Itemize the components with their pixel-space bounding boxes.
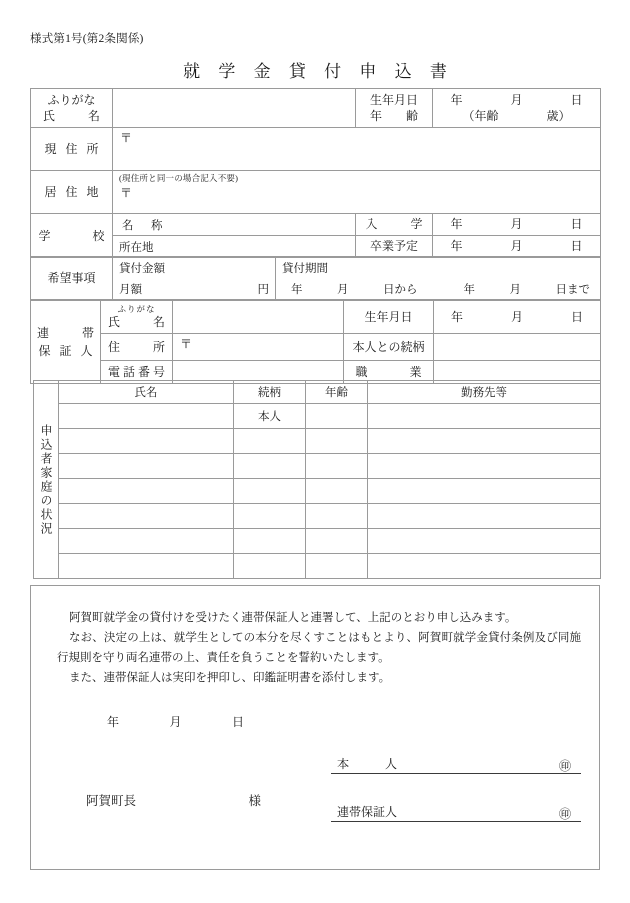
request-table <box>30 256 601 300</box>
family-header-row <box>34 381 601 404</box>
furigana-label: ふりがな <box>47 92 96 107</box>
family-cell-workplace[interactable] <box>368 504 601 529</box>
current-address-field[interactable] <box>113 128 601 171</box>
school-location-label: 所在地 <box>119 241 154 254</box>
family-cell-workplace[interactable] <box>368 454 601 479</box>
page-title: 就 学 金 貸 付 申 込 書 <box>183 62 454 81</box>
postal-mark-icon: 〒 <box>120 186 133 201</box>
guarantor-name-value <box>173 315 343 319</box>
age-label: 年 齢 <box>369 109 418 123</box>
guarantor-occupation-value <box>434 370 600 374</box>
guarantor-label-cell <box>31 301 101 384</box>
table-row <box>34 554 601 579</box>
residence-label-cell <box>31 171 113 214</box>
name-label: 氏 名 <box>42 109 103 123</box>
period-field[interactable] <box>276 278 601 300</box>
entrance-field[interactable] <box>433 214 601 236</box>
request-header-row <box>31 257 601 279</box>
period-label: 貸付期間 <box>282 262 328 275</box>
graduation-value: 年 月 日 <box>450 239 583 254</box>
school-name-cell[interactable] <box>113 214 356 236</box>
family-section-label-cell <box>34 381 59 579</box>
declaration-date-line[interactable]: 年 月 日 <box>107 714 245 729</box>
family-cell-age[interactable] <box>306 479 368 504</box>
family-cell-name[interactable] <box>59 404 234 429</box>
family-col-workplace: 勤務先等 <box>368 381 601 404</box>
guarantor-label-line1: 連 帯 <box>36 326 97 340</box>
guarantor-furigana-label: ふりがな <box>117 303 156 314</box>
guarantor-name-field[interactable] <box>173 301 344 334</box>
declaration-box <box>30 585 600 870</box>
table-row <box>34 504 601 529</box>
monthly-amount-field[interactable] <box>113 278 276 300</box>
family-cell-age[interactable] <box>306 404 368 429</box>
table-row <box>34 529 601 554</box>
guarantor-table <box>30 300 601 384</box>
birth-age-field[interactable] <box>433 89 601 128</box>
applicant-name-row <box>31 89 601 128</box>
signature-guarantor-row[interactable] <box>331 800 581 822</box>
form-code: 様式第1号(第2条関係) <box>30 33 144 45</box>
guarantor-relation-label: 本人との続柄 <box>352 339 425 354</box>
family-cell-relation[interactable]: 本人 <box>234 404 306 429</box>
amount-label-cell <box>113 257 276 279</box>
age-value: （年齢 歳） <box>462 109 571 123</box>
family-cell-relation[interactable] <box>234 529 306 554</box>
family-cell-workplace[interactable] <box>368 404 601 429</box>
declaration-text-2: なお、決定の上は、就学生としての本分を尽くすことはもとより、阿賀町就学金貸付条例及び同施行規則を守り両名連帯の上、責任を負うことを誓約いたします。 <box>57 632 581 665</box>
graduation-label-cell <box>356 236 433 258</box>
family-cell-age[interactable] <box>306 504 368 529</box>
family-cell-workplace[interactable] <box>368 529 601 554</box>
family-cell-age[interactable] <box>306 454 368 479</box>
family-cell-name[interactable] <box>59 554 234 579</box>
table-row <box>34 429 601 454</box>
seal-icon: ㊞ <box>558 758 571 773</box>
birthdate-label: 生年月日 <box>369 92 418 107</box>
table-row <box>34 404 601 429</box>
residence-label: 居 住 地 <box>44 185 102 199</box>
family-cell-age[interactable] <box>306 429 368 454</box>
guarantor-phone-value <box>173 370 343 374</box>
guarantor-address-label: 住 所 <box>107 339 168 354</box>
graduation-label: 卒業予定 <box>369 239 418 254</box>
guarantor-address-label-cell <box>101 334 173 361</box>
period-value: 年 月 日から 年 月 日まで <box>291 283 590 296</box>
school-location-row <box>31 236 601 258</box>
guarantor-phone-label: 電話番号 <box>107 364 168 379</box>
declaration-text-1: 阿賀町就学金の貸付けを受けたく連帯保証人と連署して、上記のとおり申し込みます。 <box>69 612 517 624</box>
family-col-age: 年齢 <box>306 381 368 404</box>
guarantor-occupation-label: 職 業 <box>355 364 428 379</box>
applicant-table <box>30 88 601 214</box>
family-section-label: 申込者家庭の状況 <box>39 423 53 536</box>
guarantor-label-line2: 保 証 人 <box>38 344 96 358</box>
school-location-cell[interactable] <box>113 236 356 258</box>
family-table <box>33 380 601 579</box>
family-cell-name[interactable] <box>59 454 234 479</box>
signature-guarantor-label: 連帯保証人 <box>337 804 398 819</box>
guarantor-name-label-cell <box>101 301 173 334</box>
family-cell-workplace[interactable] <box>368 429 601 454</box>
applicant-name-label-cell <box>31 89 113 128</box>
table-row <box>34 479 601 504</box>
table-row <box>34 454 601 479</box>
school-name-row <box>31 214 601 236</box>
family-cell-relation[interactable] <box>234 429 306 454</box>
monthly-label: 月額 <box>119 283 142 296</box>
birth-age-label-cell <box>356 89 433 128</box>
applicant-name-field[interactable] <box>113 89 356 128</box>
family-col-name: 氏名 <box>59 381 234 404</box>
guarantor-name-row <box>31 301 601 334</box>
school-label-cell <box>31 214 113 258</box>
family-cell-workplace[interactable] <box>368 479 601 504</box>
guarantor-address-row <box>31 334 601 361</box>
family-col-relation: 続柄 <box>234 381 306 404</box>
entrance-label-cell <box>356 214 433 236</box>
declaration-text-3: また、連帯保証人は実印を押印し、印鑑証明書を添付します。 <box>69 672 391 685</box>
postal-mark-icon: 〒 <box>180 337 193 351</box>
request-label: 希望事項 <box>47 271 96 285</box>
guarantor-birth-label: 生年月日 <box>364 309 413 324</box>
entrance-label: 入 学 <box>365 217 426 232</box>
family-cell-workplace[interactable] <box>368 554 601 579</box>
family-cell-name[interactable] <box>59 429 234 454</box>
current-address-value <box>113 146 600 150</box>
residence-field[interactable] <box>113 171 601 214</box>
family-cell-relation[interactable] <box>234 479 306 504</box>
family-cell-name[interactable] <box>59 504 234 529</box>
entrance-value: 年 月 日 <box>450 217 583 232</box>
graduation-field[interactable] <box>433 236 601 258</box>
residence-row <box>31 171 601 214</box>
school-name-label: 名 称 <box>122 219 166 232</box>
school-label: 学 校 <box>38 228 111 243</box>
family-cell-name[interactable] <box>59 529 234 554</box>
amount-label: 貸付金額 <box>119 262 165 275</box>
seal-icon: ㊞ <box>558 806 571 821</box>
family-cell-age[interactable] <box>306 554 368 579</box>
guarantor-name-label: 氏 名 <box>107 315 168 330</box>
applicant-name-value <box>113 106 355 110</box>
guarantor-birth-value: 年 月 日 <box>450 309 583 324</box>
guarantor-relation-field[interactable] <box>434 334 601 361</box>
current-address-label: 現 住 所 <box>44 142 102 156</box>
school-table <box>30 213 601 258</box>
period-label-cell <box>276 257 601 279</box>
residence-note: (現住所と同一の場合記入不要) <box>119 173 239 183</box>
addressee: 阿賀町長 様 <box>86 794 262 808</box>
currency-label: 円 <box>257 283 269 296</box>
guarantor-address-field[interactable] <box>173 334 344 361</box>
guarantor-birth-field[interactable] <box>434 301 601 334</box>
family-cell-relation[interactable] <box>234 454 306 479</box>
postal-mark-icon: 〒 <box>120 131 133 145</box>
current-address-label-cell <box>31 128 113 171</box>
signature-applicant-row[interactable] <box>331 752 581 774</box>
family-cell-relation[interactable] <box>234 554 306 579</box>
family-cell-age[interactable] <box>306 529 368 554</box>
current-address-row <box>31 128 601 171</box>
declaration-paragraph-1 <box>31 586 599 628</box>
signature-block <box>331 752 581 822</box>
birthdate-value: 年 月 日 <box>450 92 583 107</box>
guarantor-birth-label-cell <box>344 301 434 334</box>
request-label-cell <box>31 257 113 300</box>
family-cell-relation[interactable] <box>234 504 306 529</box>
family-cell-name[interactable] <box>59 479 234 504</box>
guarantor-relation-value <box>434 345 600 349</box>
request-value-row <box>31 278 601 300</box>
signature-applicant-label: 本 人 <box>337 756 398 771</box>
declaration-paragraph-2 <box>31 628 599 668</box>
declaration-paragraph-3 <box>31 668 599 688</box>
guarantor-relation-label-cell <box>344 334 434 361</box>
